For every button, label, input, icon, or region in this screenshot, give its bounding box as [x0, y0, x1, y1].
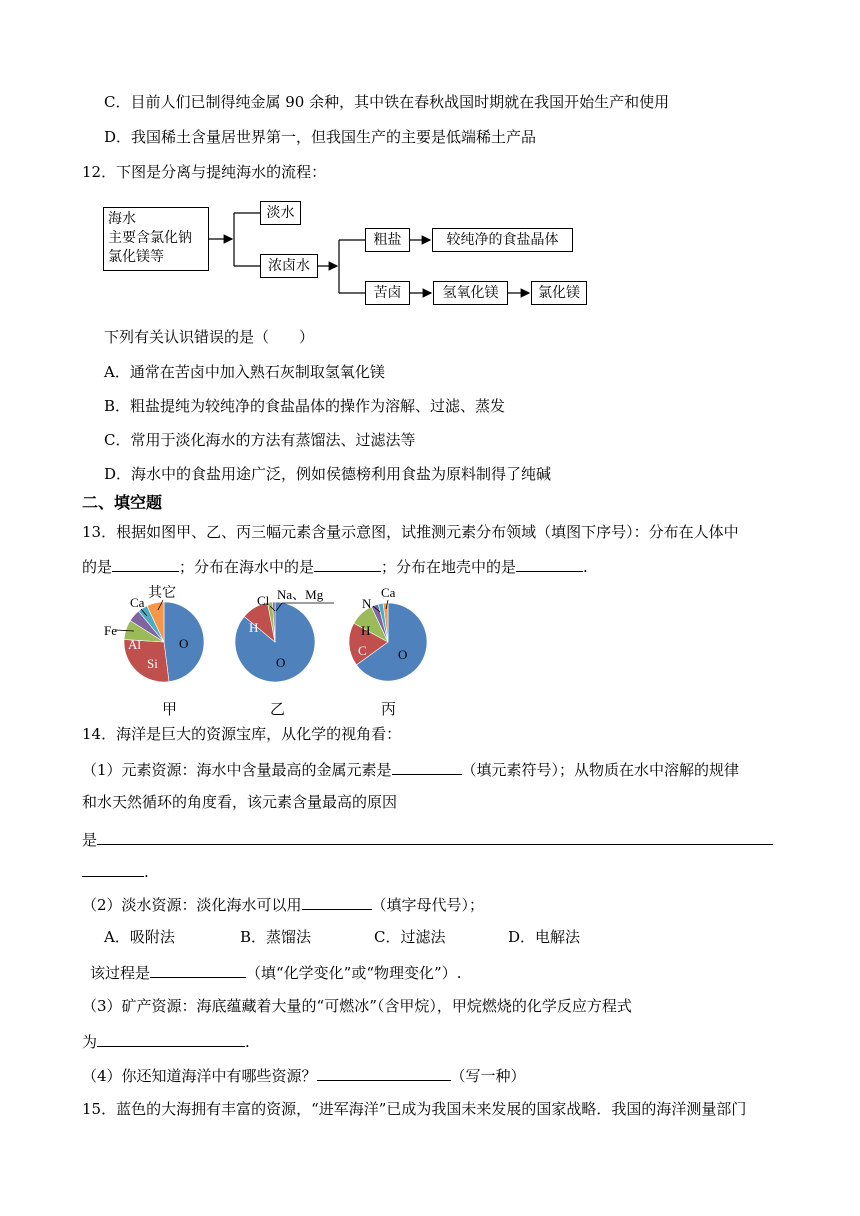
q13-line1: 13．根据如图甲、乙、丙三幅元素含量示意图，试推测元素分布领域（填图下序号）：分布在人体中 — [82, 523, 739, 541]
q14-p1-text-a: （1）元素资源：海水中含量最高的金属元素是 — [82, 761, 392, 779]
q12-stem: 12．下图是分离与提纯海水的流程： — [82, 163, 327, 181]
q14-p1-line2: 和水天然循环的角度看，该元素含量最高的原因 — [82, 793, 398, 811]
q14-option-c: C．过滤法 — [374, 928, 446, 946]
q14-p1-text-b: （填元素符号）；从物质在水中溶解的规律 — [461, 761, 740, 779]
pie3-label-ca: Ca — [381, 585, 396, 600]
pie2-label-o: O — [276, 655, 286, 670]
pie1-label-fe: Fe — [104, 623, 117, 638]
q14-p1-line4 — [82, 860, 149, 882]
q12-option-d: D．海水中的食盐用途广泛，例如侯德榜利用食盐为原料制得了纯碱 — [104, 465, 552, 483]
pie2-caption: 乙 — [270, 700, 286, 718]
pie3-label-n: N — [362, 596, 372, 611]
q14-p4-text-b: （写一种） — [450, 1067, 526, 1085]
q14-p2-line3 — [90, 961, 461, 983]
pie2-label-h: H — [249, 620, 259, 635]
q12-question: 下列有关认识错误的是（ ） — [104, 328, 315, 346]
pie1-label-al: Al — [128, 637, 141, 652]
q14-p1-line3 — [82, 828, 773, 850]
q13-text-b: ；分布在海水中的是 — [179, 558, 315, 576]
flow-box-mg-chloride: 氯化镁 — [531, 281, 587, 305]
q14-p3-text-b: 为 — [82, 1033, 98, 1051]
pie3-label-h: H — [361, 623, 371, 638]
section-title: 二、填空题 — [82, 493, 163, 512]
q11-option-d: D．我国稀土含量居世界第一，但我国生产的主要是低端稀土产品 — [104, 128, 537, 146]
flow-seawater-line3: 氯化镁等 — [108, 249, 164, 265]
q13-blank-sea[interactable] — [314, 555, 381, 572]
pie2-label-na-mg: Na、Mg — [277, 587, 324, 602]
flow-box-bittern: 苦卤 — [365, 281, 410, 305]
q14-p1-line1 — [82, 758, 739, 780]
flow-connectors — [0, 0, 860, 320]
q14-p3-line1: （3）矿产资源：海底蕴藏着大量的“可燃冰”（含甲烷），甲烷燃烧的化学反应方程式 — [82, 997, 632, 1015]
q13-text-a: 的是 — [82, 558, 113, 576]
q14-p2-text-c: 该过程是 — [90, 964, 151, 982]
q14-blank-reason-cont[interactable] — [82, 860, 144, 877]
pie1-label-other: 其它 — [148, 586, 176, 601]
pie2-label-cl: Cl — [257, 593, 270, 608]
q14-p3-text-c: . — [245, 1033, 250, 1051]
pie1-label-o: O — [179, 636, 189, 651]
pie1-label-si: Si — [147, 656, 158, 671]
q15-line1: 15．蓝色的大海拥有丰富的资源，“进军海洋”已成为我国未来发展的国家战略．我国的海洋测量部门 — [82, 1100, 747, 1118]
q13-line2 — [82, 555, 588, 577]
q14-blank-resource[interactable] — [317, 1064, 451, 1081]
q14-stem: 14．海洋是巨大的资源宝库，从化学的视角看： — [82, 725, 402, 743]
flow-box-pure-salt: 较纯净的食盐晶体 — [432, 228, 573, 252]
flow-box-fresh-water: 淡水 — [260, 201, 301, 225]
q14-p2-line1 — [82, 893, 484, 915]
q14-blank-reason[interactable] — [97, 828, 773, 845]
flow-seawater-line1: 海水 — [108, 211, 136, 227]
q12-option-b: B．粗盐提纯为较纯净的食盐晶体的操作为溶解、过滤、蒸发 — [104, 397, 506, 415]
q14-blank-method[interactable] — [302, 893, 372, 910]
seawater-flow-diagram — [0, 0, 860, 320]
flow-seawater-line2: 主要含氯化钠 — [108, 230, 192, 246]
q11-option-c: C．目前人们已制得纯金属 90 余种，其中铁在春秋战国时期就在我国开始生产和使用 — [104, 93, 670, 111]
q14-p4-line — [82, 1064, 526, 1086]
q13-blank-crust[interactable] — [516, 555, 583, 572]
pie1-label-ca: Ca — [130, 595, 145, 610]
q14-blank-equation[interactable] — [97, 1030, 245, 1047]
q14-p1-text-e: . — [144, 863, 149, 881]
pie1-caption: 甲 — [162, 700, 178, 718]
pie3-label-c: C — [358, 643, 367, 658]
q13-text-d: . — [583, 558, 588, 576]
q14-blank-metal[interactable] — [392, 758, 462, 775]
q14-p4-text-a: （4）你还知道海洋中有哪些资源？ — [82, 1067, 317, 1085]
flow-box-mg-hydroxide: 氢氧化镁 — [433, 281, 508, 305]
q14-p3-line2 — [82, 1030, 250, 1052]
q14-option-a: A．吸附法 — [104, 928, 175, 946]
flow-box-seawater — [103, 207, 209, 271]
q14-p2-text-b: （填字母代号）； — [371, 896, 485, 914]
q14-p2-options — [104, 927, 580, 947]
q14-p2-text-a: （2）淡水资源：淡化海水可以用 — [82, 896, 302, 914]
flow-box-brine: 浓卤水 — [260, 254, 318, 278]
q14-p1-text-d: 是 — [82, 831, 98, 849]
element-pie-charts — [0, 578, 860, 698]
q14-option-d: D．电解法 — [508, 928, 581, 946]
q12-option-c: C．常用于淡化海水的方法有蒸馏法、过滤法等 — [104, 431, 416, 449]
q13-text-c: ；分布在地壳中的是 — [381, 558, 517, 576]
flow-box-crude-salt: 粗盐 — [365, 228, 410, 252]
pie3-label-o: O — [398, 647, 408, 662]
pie3-caption: 丙 — [381, 700, 397, 718]
q14-option-b: B．蒸馏法 — [240, 928, 312, 946]
q14-p2-text-d: （填“化学变化”或“物理变化”）. — [246, 964, 462, 982]
q14-blank-change[interactable] — [150, 961, 246, 978]
q12-option-a: A．通常在苦卤中加入熟石灰制取氢氧化镁 — [104, 363, 385, 381]
q13-blank-body[interactable] — [112, 555, 179, 572]
